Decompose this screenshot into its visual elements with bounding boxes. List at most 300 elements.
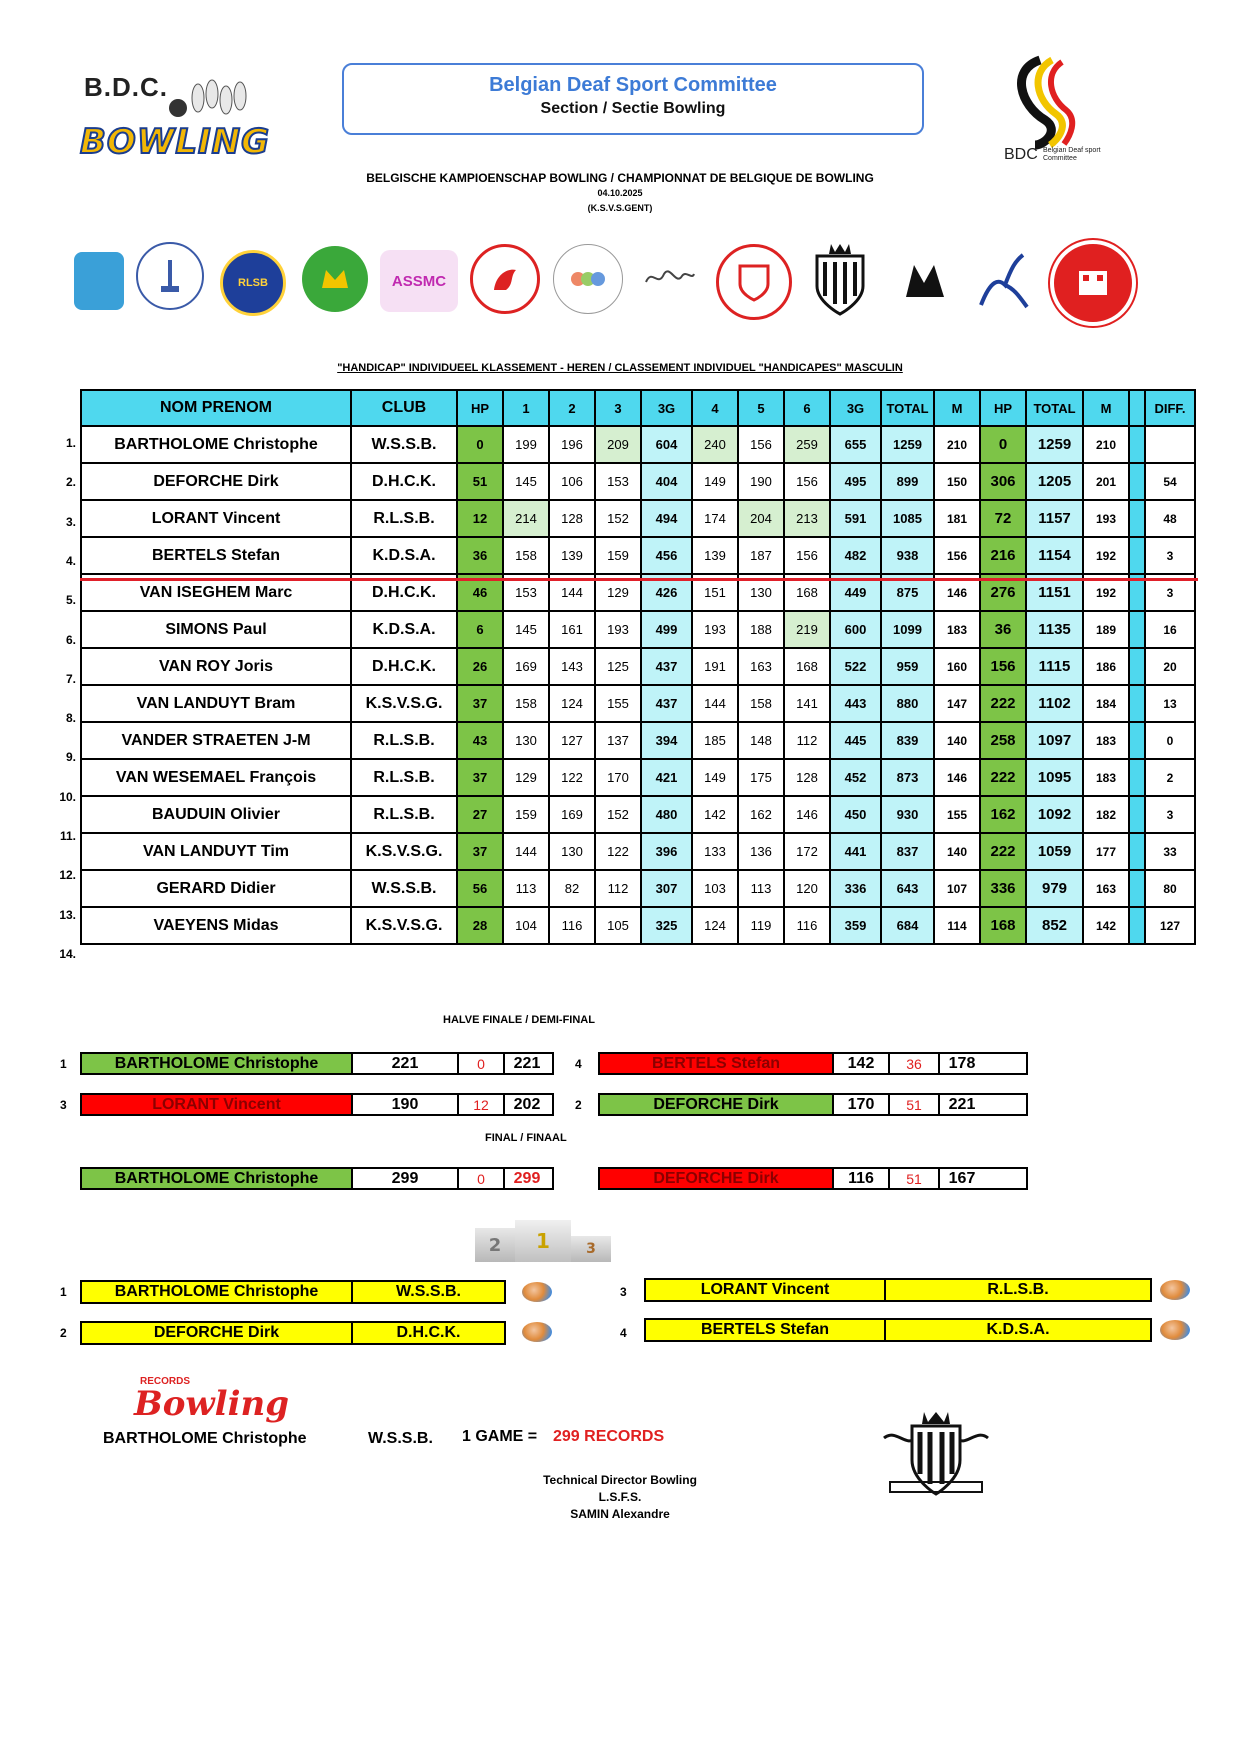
bdc-logo-text: B.D.C. xyxy=(84,72,168,102)
row-total-hp: 1157 xyxy=(1026,500,1083,537)
row-3g-first: 437 xyxy=(641,685,692,722)
row-3g-first: 307 xyxy=(641,870,692,907)
row-game-1: 158 xyxy=(503,537,549,574)
championship-date: 04.10.2025 xyxy=(597,188,643,198)
row-position: 6. xyxy=(65,632,76,647)
row-game-5: 175 xyxy=(738,759,784,796)
podium-name-2: DEFORCHE Dirk xyxy=(82,1323,353,1343)
semi1-total-b: 178 xyxy=(940,1054,984,1073)
row-game-3: 155 xyxy=(595,685,641,722)
row-game-4: 193 xyxy=(692,611,738,648)
row-3g-first: 604 xyxy=(641,426,692,463)
row-game-3: 170 xyxy=(595,759,641,796)
row-spacer xyxy=(1129,537,1145,574)
row-game-4: 149 xyxy=(692,463,738,500)
row-diff: 127 xyxy=(1145,907,1195,944)
row-total: 1259 xyxy=(881,426,934,463)
row-game-6: 172 xyxy=(784,833,830,870)
ranking-row xyxy=(81,611,1195,648)
row-position: 10. xyxy=(59,789,76,804)
row-game-3: 112 xyxy=(595,870,641,907)
row-game-5: 156 xyxy=(738,426,784,463)
row-club: K.D.S.A. xyxy=(351,611,457,648)
row-total: 684 xyxy=(881,907,934,944)
signature-line-1: Technical Director Bowling xyxy=(543,1473,697,1487)
row-game-3: 137 xyxy=(595,722,641,759)
row-game-1: 159 xyxy=(503,796,549,833)
row-hp: 56 xyxy=(457,870,503,907)
row-diff: 33 xyxy=(1145,833,1195,870)
row-mean-hp: 192 xyxy=(1083,574,1129,611)
header-game-6: 6 xyxy=(784,390,830,426)
row-game-6: 141 xyxy=(784,685,830,722)
row-game-2: 161 xyxy=(549,611,595,648)
row-mean: 146 xyxy=(934,574,980,611)
header-total: TOTAL xyxy=(881,390,934,426)
row-total-hp: 1154 xyxy=(1026,537,1083,574)
row-position: 13. xyxy=(59,907,76,922)
row-game-5: 162 xyxy=(738,796,784,833)
row-hp: 37 xyxy=(457,759,503,796)
row-total-hp: 1151 xyxy=(1026,574,1083,611)
row-3g-second: 591 xyxy=(830,500,881,537)
header-spacer xyxy=(1129,390,1145,426)
header-3g-second: 3G xyxy=(830,390,881,426)
row-game-4: 144 xyxy=(692,685,738,722)
row-position: 11. xyxy=(59,829,76,843)
deer-logo xyxy=(968,246,1038,316)
row-3g-first: 499 xyxy=(641,611,692,648)
row-name: VAN ROY Joris xyxy=(81,648,351,685)
row-game-5: 158 xyxy=(738,685,784,722)
row-total-hp: 1059 xyxy=(1026,833,1083,870)
row-game-1: 144 xyxy=(503,833,549,870)
bowling-logo-word: BOWLING xyxy=(80,122,270,162)
podium-row-1 xyxy=(80,1280,506,1304)
row-diff xyxy=(1145,426,1195,463)
final-total-a: 299 xyxy=(505,1169,549,1188)
row-spacer xyxy=(1129,648,1145,685)
row-mean-hp: 177 xyxy=(1083,833,1129,870)
row-club: W.S.S.B. xyxy=(351,426,457,463)
semi2-hp-b: 51 xyxy=(890,1095,940,1114)
semi1-name-b: BERTELS Stefan xyxy=(600,1054,834,1073)
row-hp: 43 xyxy=(457,722,503,759)
row-3g-second: 600 xyxy=(830,611,881,648)
row-game-1: 145 xyxy=(503,463,549,500)
header-mean: M xyxy=(934,390,980,426)
row-mean: 155 xyxy=(934,796,980,833)
row-spacer xyxy=(1129,685,1145,722)
bdc-committee-label: BDC xyxy=(1004,146,1038,163)
bowler-logo xyxy=(74,252,124,310)
row-game-5: 119 xyxy=(738,907,784,944)
final-player-b xyxy=(598,1167,1028,1190)
row-game-3: 193 xyxy=(595,611,641,648)
row-game-6: 213 xyxy=(784,500,830,537)
semi1-seed-a: 1 xyxy=(60,1057,67,1071)
row-total: 643 xyxy=(881,870,934,907)
podium-club-3: R.L.S.B. xyxy=(987,1281,1049,1298)
row-3g-second: 655 xyxy=(830,426,881,463)
medal-icon xyxy=(522,1322,552,1342)
row-diff: 0 xyxy=(1145,722,1195,759)
row-game-4: 151 xyxy=(692,574,738,611)
row-name: VAEYENS Midas xyxy=(81,907,351,944)
row-3g-second: 445 xyxy=(830,722,881,759)
row-mean-hp: 201 xyxy=(1083,463,1129,500)
row-hp: 0 xyxy=(457,426,503,463)
row-diff: 3 xyxy=(1145,574,1195,611)
row-spacer xyxy=(1129,500,1145,537)
header-game-2: 2 xyxy=(549,390,595,426)
records-logo-word: Bowling xyxy=(134,1384,290,1424)
row-hp: 6 xyxy=(457,611,503,648)
header-game-5: 5 xyxy=(738,390,784,426)
header-game-3: 3 xyxy=(595,390,641,426)
row-total-hp: 979 xyxy=(1026,870,1083,907)
header-name: NOM PRENOM xyxy=(81,390,351,426)
header-3g-first: 3G xyxy=(641,390,692,426)
row-mean: 183 xyxy=(934,611,980,648)
row-hp-total: 168 xyxy=(980,907,1026,944)
row-game-2: 130 xyxy=(549,833,595,870)
row-hp-total: 72 xyxy=(980,500,1026,537)
final-score-b: 116 xyxy=(834,1169,890,1188)
header-mean-hp: M xyxy=(1083,390,1129,426)
championship-venue: (K.S.V.S.GENT) xyxy=(587,203,653,213)
row-mean: 150 xyxy=(934,463,980,500)
green-club-logo xyxy=(302,246,368,312)
row-game-2: 143 xyxy=(549,648,595,685)
row-mean-hp: 183 xyxy=(1083,722,1129,759)
assmc-logo: ASSMC xyxy=(380,250,458,312)
podium-name-4: BERTELS Stefan xyxy=(646,1320,886,1340)
row-name: SIMONS Paul xyxy=(81,611,351,648)
row-name: BAUDUIN Olivier xyxy=(81,796,351,833)
bdc-committee-small: Belgian Deaf sport Committee xyxy=(1043,147,1101,162)
row-game-6: 168 xyxy=(784,574,830,611)
row-spacer xyxy=(1129,611,1145,648)
row-club: D.H.C.K. xyxy=(351,463,457,500)
final-name-b: DEFORCHE Dirk xyxy=(600,1169,834,1188)
header-club: CLUB xyxy=(351,390,457,426)
semi2-score-b: 170 xyxy=(834,1095,890,1114)
row-name: VANDER STRAETEN J-M xyxy=(81,722,351,759)
row-position: 14. xyxy=(59,946,76,961)
semi2-name-a: LORANT Vincent xyxy=(82,1095,353,1114)
row-game-4: 103 xyxy=(692,870,738,907)
row-hp: 28 xyxy=(457,907,503,944)
row-mean-hp: 193 xyxy=(1083,500,1129,537)
row-hp: 37 xyxy=(457,833,503,870)
header-diff: DIFF. xyxy=(1145,390,1195,426)
row-game-2: 106 xyxy=(549,463,595,500)
black-figures-logo xyxy=(898,254,952,304)
page-title: Belgian Deaf Sport Committee xyxy=(489,74,777,96)
podium-pos-3: 3 xyxy=(620,1285,627,1299)
row-position: 5. xyxy=(65,593,76,608)
final-hp-b: 51 xyxy=(890,1169,940,1188)
row-game-5: 190 xyxy=(738,463,784,500)
row-3g-second: 452 xyxy=(830,759,881,796)
row-hp: 51 xyxy=(457,463,503,500)
semi2-seed-a: 3 xyxy=(60,1098,67,1112)
row-mean: 181 xyxy=(934,500,980,537)
row-3g-first: 437 xyxy=(641,648,692,685)
row-total-hp: 1259 xyxy=(1026,426,1083,463)
row-total-hp: 1095 xyxy=(1026,759,1083,796)
row-spacer xyxy=(1129,796,1145,833)
row-hp: 12 xyxy=(457,500,503,537)
row-game-5: 204 xyxy=(738,500,784,537)
row-3g-first: 394 xyxy=(641,722,692,759)
row-total: 938 xyxy=(881,537,934,574)
row-total-hp: 1135 xyxy=(1026,611,1083,648)
row-spacer xyxy=(1129,463,1145,500)
ranking-row xyxy=(81,685,1195,722)
final-player-a xyxy=(80,1167,554,1190)
row-diff: 2 xyxy=(1145,759,1195,796)
semi2-total-a: 202 xyxy=(505,1095,549,1114)
row-3g-second: 450 xyxy=(830,796,881,833)
row-game-6: 112 xyxy=(784,722,830,759)
semi2-hp-a: 12 xyxy=(459,1095,505,1114)
row-3g-first: 480 xyxy=(641,796,692,833)
final-score-a: 299 xyxy=(353,1169,459,1188)
row-3g-second: 443 xyxy=(830,685,881,722)
row-position: 3. xyxy=(65,514,76,529)
row-diff: 3 xyxy=(1145,796,1195,833)
row-name: BARTHOLOME Christophe xyxy=(81,426,351,463)
row-spacer xyxy=(1129,870,1145,907)
row-diff: 16 xyxy=(1145,611,1195,648)
row-3g-first: 456 xyxy=(641,537,692,574)
row-game-2: 169 xyxy=(549,796,595,833)
row-game-2: 124 xyxy=(549,685,595,722)
ranking-row xyxy=(81,796,1195,833)
records-logo-top: RECORDS xyxy=(140,1376,191,1387)
row-position: 4. xyxy=(65,553,76,568)
row-hp: 37 xyxy=(457,685,503,722)
podium-row-2 xyxy=(80,1321,506,1345)
row-game-1: 169 xyxy=(503,648,549,685)
ranking-row xyxy=(81,907,1195,944)
row-diff: 20 xyxy=(1145,648,1195,685)
row-game-2: 127 xyxy=(549,722,595,759)
row-game-4: 240 xyxy=(692,426,738,463)
medal-icon xyxy=(522,1282,552,1302)
rlsb-logo: RLSB xyxy=(220,250,286,316)
row-spacer xyxy=(1129,907,1145,944)
cutoff-line xyxy=(80,578,1198,581)
row-club: K.S.V.S.G. xyxy=(351,907,457,944)
colorful-club-logo xyxy=(553,244,623,314)
row-mean-hp: 192 xyxy=(1083,537,1129,574)
row-game-1: 129 xyxy=(503,759,549,796)
row-mean-hp: 163 xyxy=(1083,870,1129,907)
row-game-5: 130 xyxy=(738,574,784,611)
row-game-2: 128 xyxy=(549,500,595,537)
row-game-2: 122 xyxy=(549,759,595,796)
podium-club-1: W.S.S.B. xyxy=(396,1283,461,1300)
semi1-score-a: 221 xyxy=(353,1054,459,1073)
row-position: 2. xyxy=(65,475,76,490)
semi1-total-a: 221 xyxy=(505,1054,549,1073)
final-title: FINAL / FINAAL xyxy=(485,1132,567,1144)
row-game-3: 129 xyxy=(595,574,641,611)
row-mean-hp: 210 xyxy=(1083,426,1129,463)
header-hp: HP xyxy=(457,390,503,426)
row-game-3: 122 xyxy=(595,833,641,870)
row-hp-total: 276 xyxy=(980,574,1026,611)
row-3g-second: 449 xyxy=(830,574,881,611)
row-game-1: 153 xyxy=(503,574,549,611)
row-total-hp: 1102 xyxy=(1026,685,1083,722)
podium-name-1: BARTHOLOME Christophe xyxy=(82,1282,353,1302)
row-total: 875 xyxy=(881,574,934,611)
row-game-6: 116 xyxy=(784,907,830,944)
row-diff: 48 xyxy=(1145,500,1195,537)
row-game-3: 152 xyxy=(595,796,641,833)
row-name: DEFORCHE Dirk xyxy=(81,463,351,500)
podium-club-2: D.H.C.K. xyxy=(396,1324,461,1341)
row-position: 7. xyxy=(65,671,76,686)
medal-icon xyxy=(1160,1280,1190,1300)
ranking-row xyxy=(81,426,1195,463)
record-holder-club: W.S.S.B. xyxy=(368,1430,433,1447)
row-name: VAN LANDUYT Bram xyxy=(81,685,351,722)
row-total: 837 xyxy=(881,833,934,870)
row-3g-second: 495 xyxy=(830,463,881,500)
row-game-4: 174 xyxy=(692,500,738,537)
row-position: 12. xyxy=(59,868,76,883)
row-spacer xyxy=(1129,426,1145,463)
page-subtitle: Section / Sectie Bowling xyxy=(540,100,726,117)
semi1-name-a: BARTHOLOME Christophe xyxy=(82,1054,353,1073)
row-game-4: 191 xyxy=(692,648,738,685)
row-game-5: 163 xyxy=(738,648,784,685)
row-club: W.S.S.B. xyxy=(351,870,457,907)
row-game-3: 125 xyxy=(595,648,641,685)
red-dragon-logo xyxy=(470,244,540,314)
row-game-1: 130 xyxy=(503,722,549,759)
federation-crest-logo xyxy=(876,1408,996,1508)
row-club: K.D.S.A. xyxy=(351,537,457,574)
row-hp-total: 306 xyxy=(980,463,1026,500)
ranking-row xyxy=(81,500,1195,537)
row-game-5: 187 xyxy=(738,537,784,574)
ranking-row xyxy=(81,870,1195,907)
row-position: 8. xyxy=(65,711,76,726)
row-hp-total: 216 xyxy=(980,537,1026,574)
row-3g-first: 404 xyxy=(641,463,692,500)
row-hp: 26 xyxy=(457,648,503,685)
row-game-3: 153 xyxy=(595,463,641,500)
row-3g-second: 522 xyxy=(830,648,881,685)
signature-block xyxy=(480,1472,760,1523)
sports-club-logo xyxy=(136,242,204,310)
semi1-seed-b: 4 xyxy=(575,1057,582,1071)
red-crest-logo xyxy=(716,244,792,320)
row-diff: 13 xyxy=(1145,685,1195,722)
podium-step-3: 3 xyxy=(571,1236,611,1262)
header-game-1: 1 xyxy=(503,390,549,426)
row-mean: 140 xyxy=(934,833,980,870)
semi1-hp-b: 36 xyxy=(890,1054,940,1073)
row-total: 959 xyxy=(881,648,934,685)
row-3g-first: 325 xyxy=(641,907,692,944)
ranking-header-row xyxy=(81,390,1195,426)
row-game-1: 145 xyxy=(503,611,549,648)
row-hp: 36 xyxy=(457,537,503,574)
title-box xyxy=(342,63,924,135)
semi1-hp-a: 0 xyxy=(459,1054,505,1073)
row-hp-total: 222 xyxy=(980,685,1026,722)
row-mean-hp: 189 xyxy=(1083,611,1129,648)
row-game-2: 116 xyxy=(549,907,595,944)
row-mean: 156 xyxy=(934,537,980,574)
row-hp-total: 36 xyxy=(980,611,1026,648)
ranking-row xyxy=(81,648,1195,685)
haerne-club-logo xyxy=(1050,240,1136,326)
row-game-6: 146 xyxy=(784,796,830,833)
row-mean-hp: 186 xyxy=(1083,648,1129,685)
row-total: 1099 xyxy=(881,611,934,648)
final-hp-a: 0 xyxy=(459,1169,505,1188)
row-total: 899 xyxy=(881,463,934,500)
row-position: 1. xyxy=(65,436,76,450)
ranking-row xyxy=(81,759,1195,796)
row-mean-hp: 142 xyxy=(1083,907,1129,944)
row-hp: 27 xyxy=(457,796,503,833)
row-club: D.H.C.K. xyxy=(351,574,457,611)
podium-pos-4: 4 xyxy=(620,1326,627,1340)
semi1-score-b: 142 xyxy=(834,1054,890,1073)
row-name: VAN LANDUYT Tim xyxy=(81,833,351,870)
row-hp-total: 222 xyxy=(980,833,1026,870)
ranking-row xyxy=(81,463,1195,500)
podium-row-4 xyxy=(644,1318,1152,1342)
row-mean-hp: 183 xyxy=(1083,759,1129,796)
ranking-row xyxy=(81,722,1195,759)
row-hp-total: 162 xyxy=(980,796,1026,833)
row-total-hp: 1097 xyxy=(1026,722,1083,759)
row-game-3: 159 xyxy=(595,537,641,574)
row-club: R.L.S.B. xyxy=(351,722,457,759)
final-name-a: BARTHOLOME Christophe xyxy=(82,1169,353,1188)
row-total: 873 xyxy=(881,759,934,796)
podium-step-2: 2 xyxy=(475,1228,515,1262)
row-game-6: 156 xyxy=(784,537,830,574)
championship-title: BELGISCHE KAMPIOENSCHAP BOWLING / CHAMPIONNAT DE BELGIQUE DE BOWLING xyxy=(366,171,874,185)
row-3g-second: 441 xyxy=(830,833,881,870)
row-name: BERTELS Stefan xyxy=(81,537,351,574)
row-total: 1085 xyxy=(881,500,934,537)
semi1-player-b xyxy=(598,1052,1028,1075)
row-game-5: 148 xyxy=(738,722,784,759)
row-name: VAN ISEGHEM Marc xyxy=(81,574,351,611)
row-club: R.L.S.B. xyxy=(351,796,457,833)
podium-club-4: K.D.S.A. xyxy=(986,1321,1050,1338)
row-position: 9. xyxy=(65,750,76,765)
row-spacer xyxy=(1129,759,1145,796)
row-hp-total: 222 xyxy=(980,759,1026,796)
podium-name-3: LORANT Vincent xyxy=(646,1280,886,1300)
row-3g-first: 494 xyxy=(641,500,692,537)
row-mean: 147 xyxy=(934,685,980,722)
row-game-2: 139 xyxy=(549,537,595,574)
